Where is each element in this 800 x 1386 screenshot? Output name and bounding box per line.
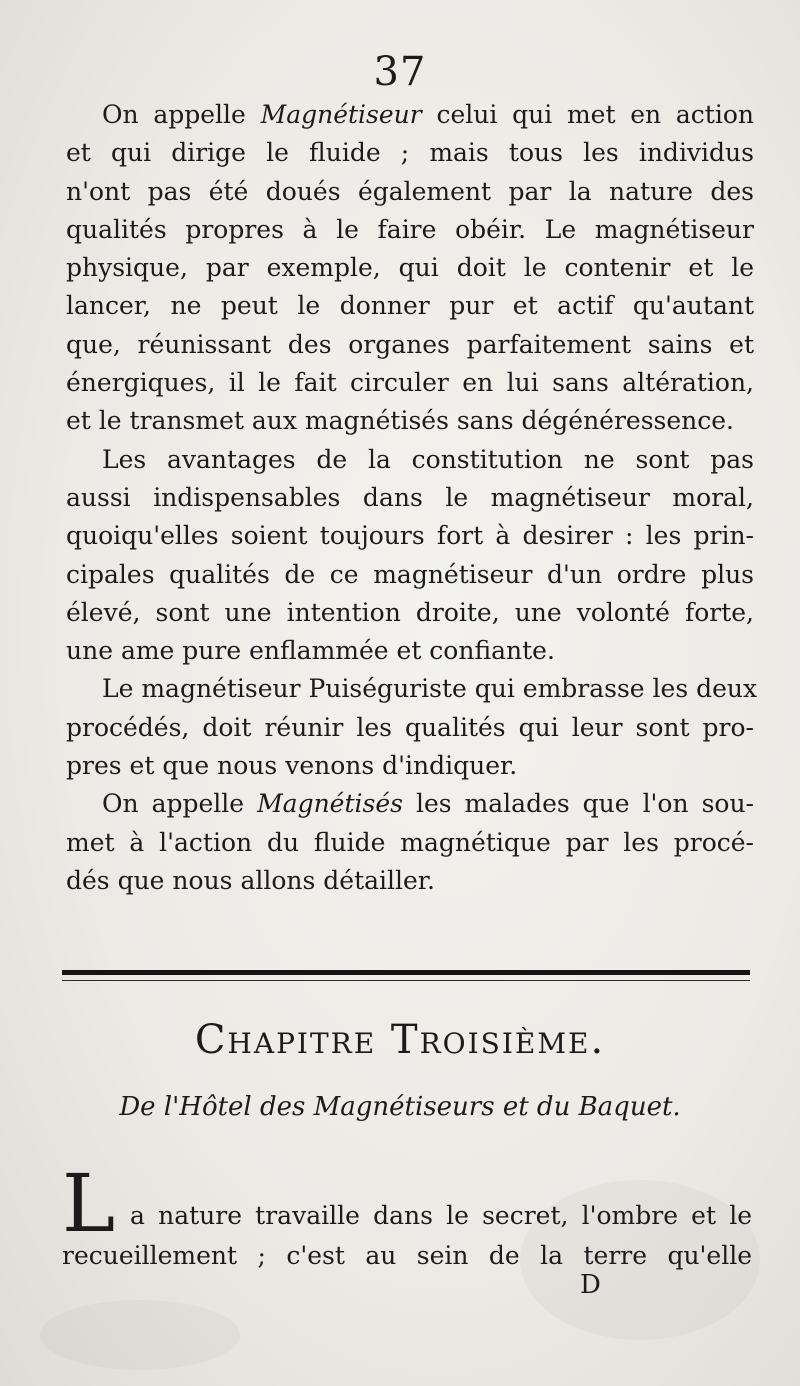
signature-mark: D: [580, 1270, 601, 1300]
text-line: et le transmet aux magnétisés sans dégénéressence.: [66, 406, 735, 436]
text-line: recueillement ; c'est au sein de la terre qu'elle: [62, 1241, 752, 1270]
text-line: lancer, ne peut le donner pur et actif qu'autant: [66, 291, 754, 321]
text-line: aussi indispensables dans le magnétiseur moral,: [66, 482, 754, 512]
opening-paragraph: [62, 1157, 752, 1276]
text-line: On appelle Magnétiseur celui qui met en action: [102, 100, 754, 129]
text-line: Les avantages de la constitution ne sont pas: [102, 444, 754, 474]
body-text: [66, 96, 758, 900]
paragraph-constitution: [66, 441, 754, 671]
text-line: et qui dirige le fluide ; mais tous les individus: [66, 138, 754, 168]
paper-stain: [40, 1300, 240, 1370]
chapter-title: Chapitre Troisième.: [194, 1017, 606, 1063]
text-line: que, réunissant des organes parfaitement sains et: [66, 329, 754, 359]
text-line: qualités propres à le faire obéir. Le magnétiseur: [66, 214, 754, 244]
text-line: physique, par exemple, qui doit le contenir et le: [66, 253, 754, 283]
text-line: une ame pure enflammée et confiante.: [66, 636, 555, 666]
drop-cap: L: [62, 1157, 116, 1250]
text-line: n'ont pas été doués également par la nature des: [66, 176, 754, 206]
emphasis-term: Magnétisés: [257, 789, 403, 819]
emphasis-term: Magnétiseur: [260, 100, 422, 129]
text-line: a nature travaille dans le secret, l'ombre et le: [130, 1201, 752, 1230]
chapter-subtitle: De l'Hôtel des Magnétiseurs et du Baquet.: [119, 1092, 681, 1122]
paragraph-magnetises: [66, 785, 754, 900]
text-line: quoiqu'elles soient toujours fort à desirer : les prin-: [66, 521, 754, 551]
text-line: pres et que nous venons d'indiquer.: [66, 751, 518, 781]
page-number: 37: [373, 49, 427, 95]
text-line: élevé, sont une intention droite, une volonté forte,: [66, 597, 754, 627]
section-divider-thick: [62, 970, 750, 975]
section-divider-thin: [62, 980, 750, 981]
text-line: énergiques, il le fait circuler en lui sans altération,: [66, 368, 754, 398]
text-line: cipales qualités de ce magnétiseur d'un ordre plus: [66, 559, 754, 589]
text-line: On appelle Magnétisés les malades que l'on sou-: [102, 789, 755, 819]
paragraph-magnetiseur: [66, 96, 754, 441]
text-line: procédés, doit réunir les qualités qui leur sont pro-: [66, 712, 754, 742]
text-line: Le magnétiseur Puiséguriste qui embrasse les deux: [102, 674, 758, 704]
paragraph-puiseguriste: [66, 670, 758, 785]
text-line: dés que nous allons détailler.: [66, 865, 435, 895]
text-line: met à l'action du fluide magnétique par les procé-: [66, 827, 754, 857]
